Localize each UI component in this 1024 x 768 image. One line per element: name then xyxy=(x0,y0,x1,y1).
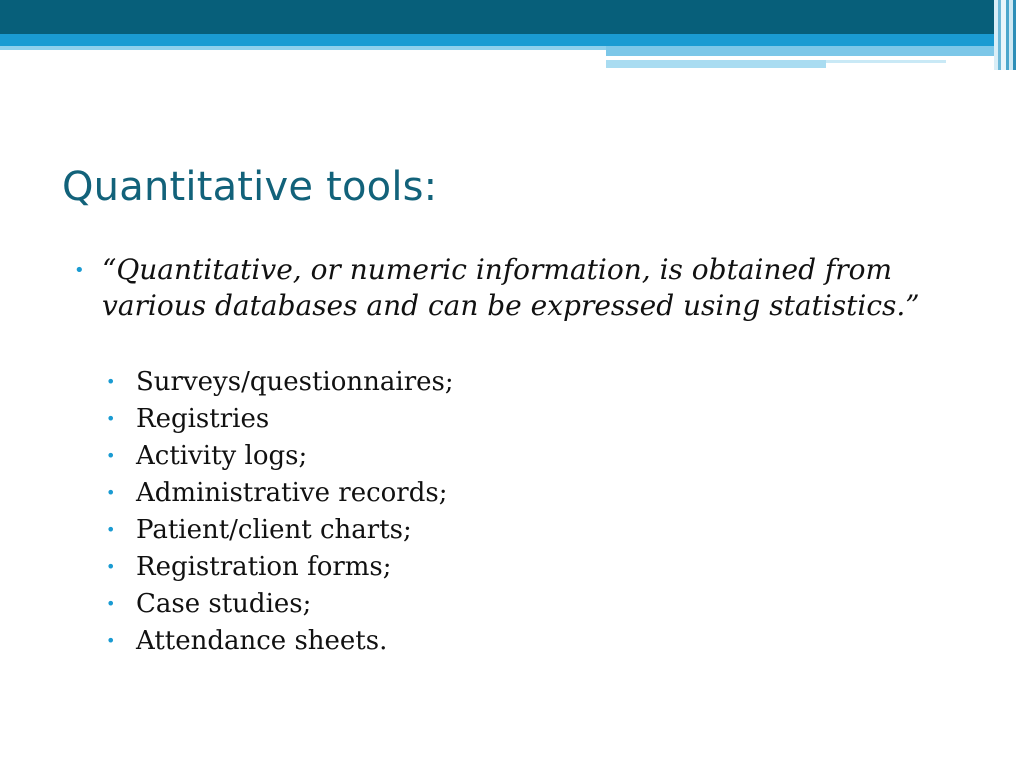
list-item-text: Case studies; xyxy=(136,589,312,619)
bullet-icon: • xyxy=(106,557,116,576)
header-banner xyxy=(0,0,1024,70)
banner-dark-band xyxy=(0,0,1024,34)
list-item-text: Administrative records; xyxy=(136,478,448,508)
list-item-text: Activity logs; xyxy=(136,441,308,471)
list-item-text: Registries xyxy=(136,404,270,434)
list-item xyxy=(106,586,974,623)
list-item xyxy=(106,364,974,401)
list-item xyxy=(106,401,974,438)
bullet-icon: • xyxy=(106,409,116,428)
list-item xyxy=(106,438,974,475)
bullet-icon: • xyxy=(106,594,116,613)
bullet-icon: • xyxy=(106,520,116,539)
list-item-text: Registration forms; xyxy=(136,552,392,582)
banner-accent-step xyxy=(826,60,946,63)
list-item xyxy=(106,623,974,660)
tools-list xyxy=(106,364,974,660)
list-item-text: Surveys/questionnaires; xyxy=(136,367,454,397)
banner-mid-band xyxy=(0,34,1024,46)
list-item-text: Patient/client charts; xyxy=(136,515,412,545)
bullet-icon: • xyxy=(106,372,116,391)
definition-quote: “Quantitative, or numeric information, is obtained from various databases and can be expressed using statistics.” xyxy=(102,253,920,322)
slide-title: Quantitative tools: xyxy=(62,164,438,210)
banner-stripes xyxy=(994,0,1024,70)
list-item xyxy=(106,549,974,586)
bullet-icon: • xyxy=(74,260,85,281)
list-item xyxy=(106,475,974,512)
list-item-text: Attendance sheets. xyxy=(136,626,388,656)
banner-accent-step xyxy=(606,60,826,68)
banner-accent-step xyxy=(606,46,1024,56)
quote-bullet-item xyxy=(74,252,974,324)
list-item xyxy=(106,512,974,549)
slide-content xyxy=(74,252,974,660)
bullet-icon: • xyxy=(106,631,116,650)
bullet-icon: • xyxy=(106,483,116,502)
bullet-icon: • xyxy=(106,446,116,465)
